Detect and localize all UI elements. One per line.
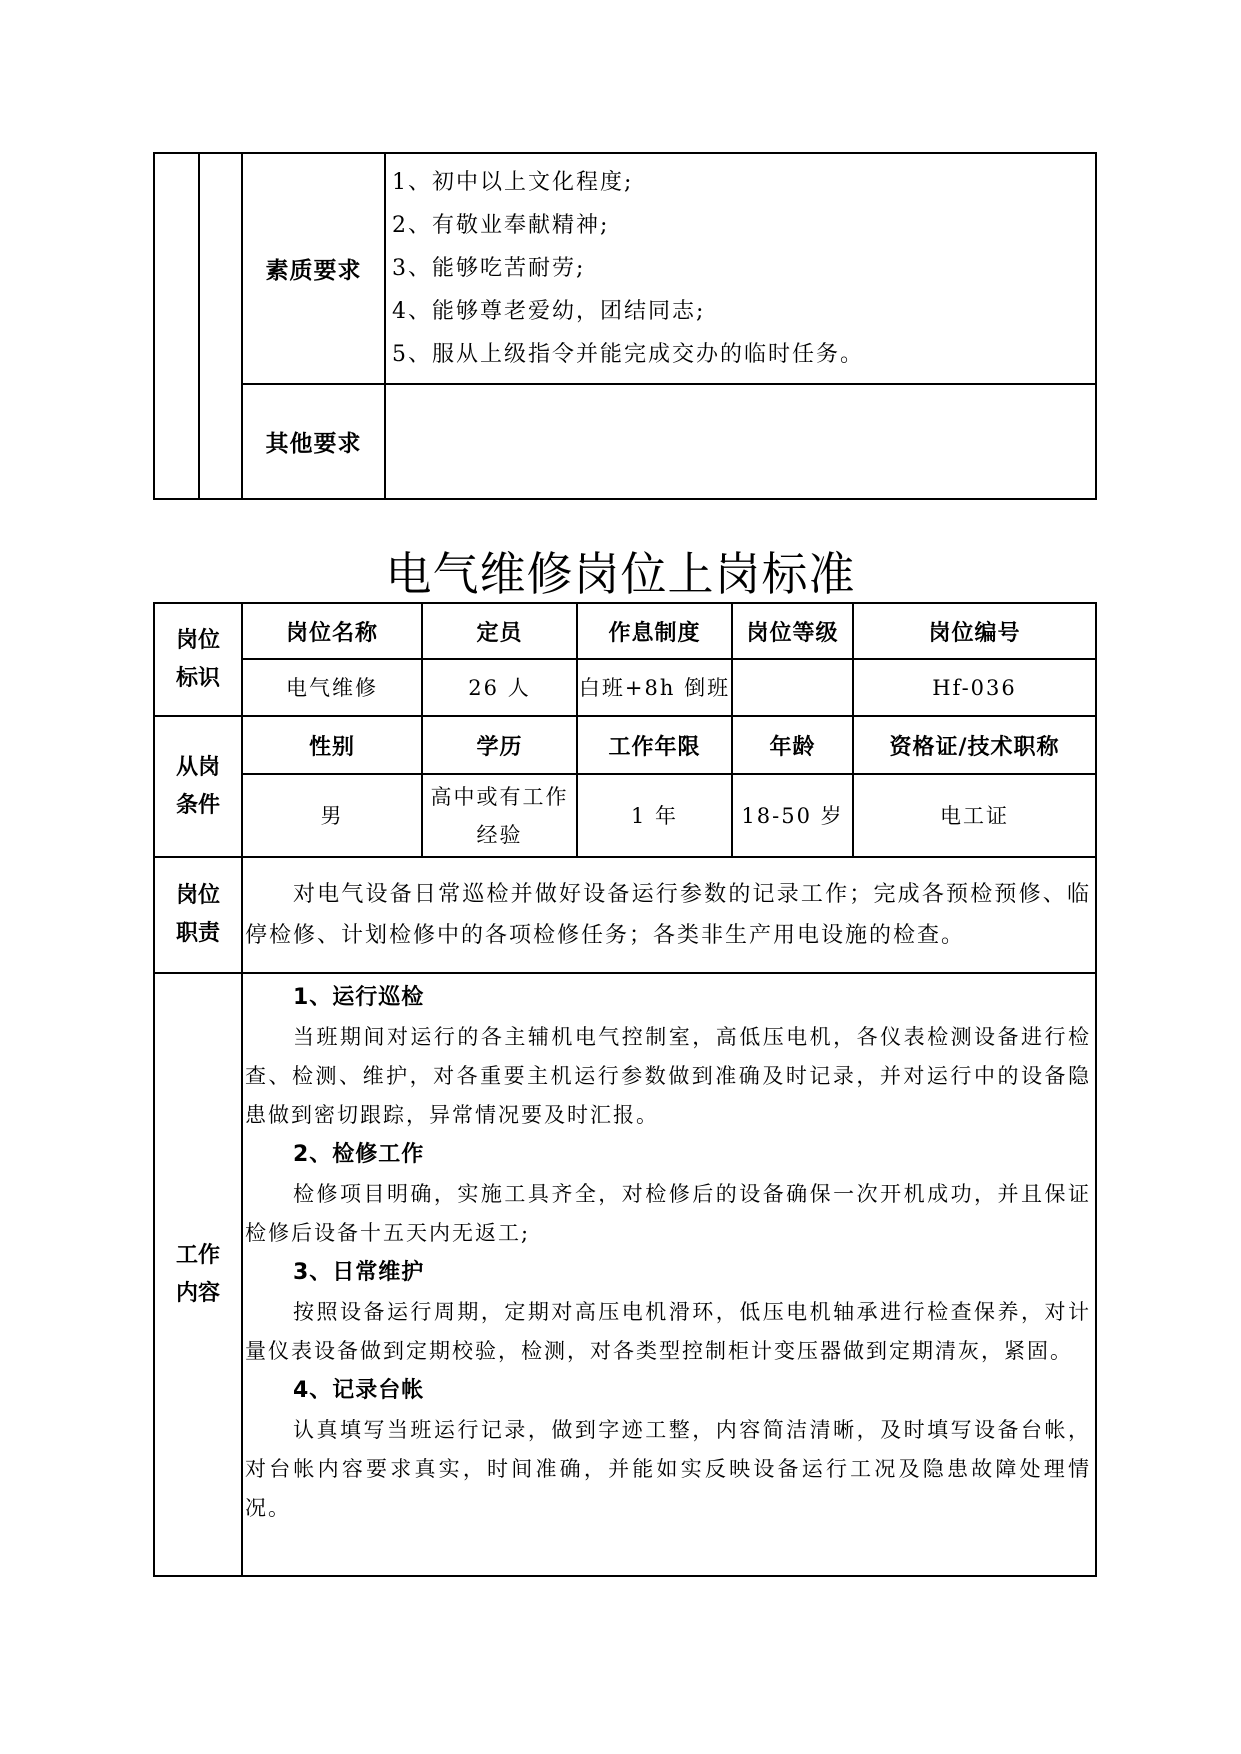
list-item: 4、能够尊老爱幼，团结同志; [392, 299, 706, 324]
merged-column-cell [199, 153, 242, 499]
section-text: 认真填写当班运行记录，做到字迹工整，内容简洁清晰，及时填写设备台帐，对台帐内容要求真实，时间准确，并能如实反映设备运行工况及隐患故障处理情况。 [245, 1418, 1091, 1520]
header-cell: 岗位名称 [242, 603, 422, 659]
header-cell: 资格证/技术职称 [853, 716, 1096, 774]
header-cell: 定员 [422, 603, 577, 659]
section-text: 当班期间对运行的各主辅机电气控制室，高低压电机，各仪表检测设备进行检查、检测、维护，对各重要主机运行参数做到准确及时记录，并对运行中的设备隐患做到密切跟踪，异常情况要及时汇报。 [245, 1025, 1091, 1127]
list-item: 2、有敬业奉献精神; [392, 213, 610, 238]
duties-side-label: 岗位 职责 [154, 857, 242, 973]
quality-list [385, 153, 1096, 384]
value-cell: 1 年 [577, 774, 732, 857]
header-cell: 工作年限 [577, 716, 732, 774]
identity-side-label: 岗位 标识 [154, 603, 242, 716]
list-item: 3、能够吃苦耐劳; [392, 256, 586, 281]
header-cell: 作息制度 [577, 603, 732, 659]
list-item: 5、服从上级指令并能完成交办的临时任务。 [392, 342, 864, 367]
work-side-label: 工作 内容 [154, 973, 242, 1576]
standards-table [153, 602, 1097, 1577]
value-cell [732, 659, 853, 716]
value-cell: 18-50 岁 [732, 774, 853, 857]
work-content [242, 973, 1096, 1576]
quality-label: 素质要求 [242, 153, 385, 384]
section-text: 按照设备运行周期，定期对高压电机滑环，低压电机轴承进行检查保养，对计量仪表设备做到定期校验，检测，对各类型控制柜计变压器做到定期清灰，紧固。 [245, 1300, 1091, 1363]
requirements-table [153, 152, 1097, 500]
page-title: 电气维修岗位上岗标准 [385, 547, 856, 601]
value-cell: 男 [242, 774, 422, 857]
other-value [385, 384, 1096, 499]
value-cell: 电气维修 [242, 659, 422, 716]
value-cell: 电工证 [853, 774, 1096, 857]
header-cell: 年龄 [732, 716, 853, 774]
value-cell: 26 人 [422, 659, 577, 716]
list-item: 1、初中以上文化程度; [392, 170, 634, 195]
value-cell: Hf-036 [853, 659, 1096, 716]
merged-column-cell [154, 153, 199, 499]
duties-text: 对电气设备日常巡检并做好设备运行参数的记录工作；完成各预检预修、临停检修、计划检修中的各项检修任务；各类非生产用电设施的检查。 [242, 857, 1096, 973]
section-heading: 1、运行巡检 [293, 985, 425, 1010]
header-cell: 岗位编号 [853, 603, 1096, 659]
header-cell: 岗位等级 [732, 603, 853, 659]
value-cell: 高中或有工作经验 [422, 774, 577, 857]
header-cell: 性别 [242, 716, 422, 774]
section-heading: 2、检修工作 [293, 1142, 425, 1167]
other-label: 其他要求 [242, 384, 385, 499]
value-cell: 白班+8h 倒班 [577, 659, 732, 716]
section-text: 检修项目明确，实施工具齐全，对检修后的设备确保一次开机成功，并且保证检修后设备十五天内无返工; [245, 1182, 1091, 1245]
section-heading: 4、记录台帐 [293, 1378, 425, 1403]
header-cell: 学历 [422, 716, 577, 774]
section-heading: 3、日常维护 [293, 1260, 425, 1285]
conditions-side-label: 从岗 条件 [154, 716, 242, 857]
